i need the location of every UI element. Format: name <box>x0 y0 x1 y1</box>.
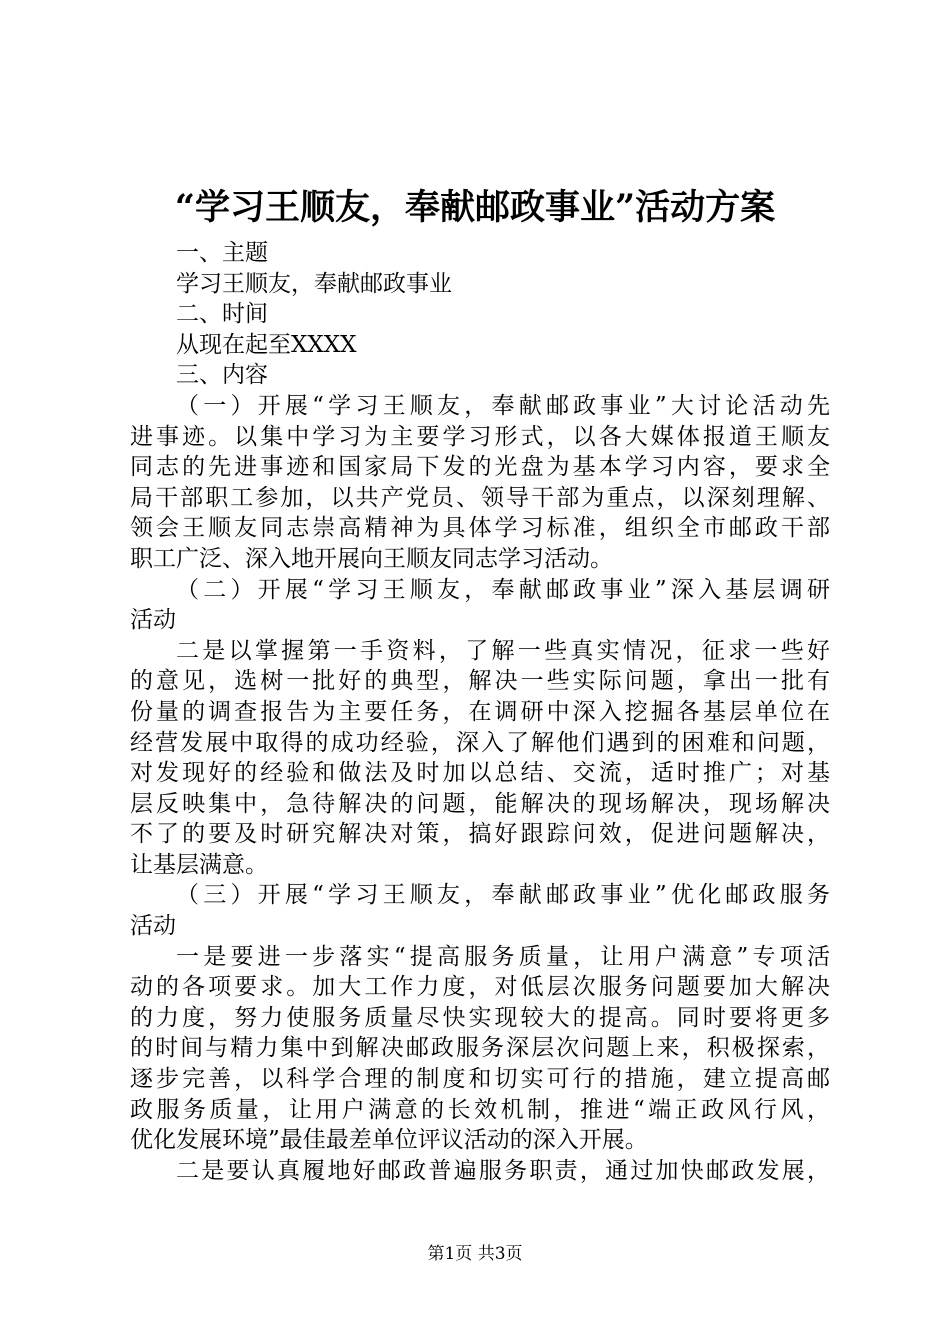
body-line: 动的各项要求。加大工作力度，对低层次服务问题要加大解决 <box>130 974 830 1001</box>
body-line: 二是要认真履地好邮政普遍服务职责，通过加快邮政发展， <box>176 1157 830 1184</box>
body-line: 职工广泛、深入地开展向王顺友同志学习活动。 <box>130 545 613 572</box>
body-line: 的力度，努力使服务质量尽快实现较大的提高。同时要将更多 <box>130 1004 830 1031</box>
body-line: 不了的要及时研究解决对策，搞好跟踪问效，促进问题解决， <box>130 821 830 848</box>
body-line: 领会王顺友同志崇高精神为具体学习标准，组织全市邮政干部 <box>130 515 830 542</box>
document-body <box>130 238 830 1186</box>
body-line: 对发现好的经验和做法及时加以总结、交流，适时推广；对基 <box>130 760 830 787</box>
body-line: （三）开展“学习王顺友，奉献邮政事业”优化邮政服务 <box>176 882 830 909</box>
body-line: 经营发展中取得的成功经验，深入了解他们遇到的困难和问题， <box>130 729 830 756</box>
body-line: 让基层满意。 <box>130 851 268 878</box>
body-line: 同志的先进事迹和国家局下发的光盘为基本学习内容，要求全 <box>130 454 830 481</box>
body-line: 活动 <box>130 607 176 634</box>
body-line: 二、时间 <box>176 301 268 328</box>
body-line: 层反映集中，急待解决的问题，能解决的现场解决，现场解决 <box>130 790 830 817</box>
body-line: 份量的调查报告为主要任务，在调研中深入挖掘各基层单位在 <box>130 698 830 725</box>
body-line: 逐步完善，以科学合理的制度和切实可行的措施，建立提高邮 <box>130 1066 830 1093</box>
body-line: 的意见，选树一批好的典型，解决一些实际问题，拿出一批有 <box>130 668 830 695</box>
body-line: 三、内容 <box>176 362 268 389</box>
body-line: 优化发展环境”最佳最差单位评议活动的深入开展。 <box>130 1127 648 1154</box>
body-line: 局干部职工参加，以共产党员、领导干部为重点，以深刻理解、 <box>130 484 830 511</box>
body-line: 一、主题 <box>176 240 268 266</box>
body-line: 从现在起至XXXX <box>176 331 357 358</box>
body-line: 政服务质量，让用户满意的长效机制，推进“端正政风行风， <box>130 1096 830 1123</box>
body-line: 学习王顺友，奉献邮政事业 <box>176 270 452 297</box>
page-footer: 第1页 共3页 <box>427 1244 523 1264</box>
body-line: 一是要进一步落实“提高服务质量，让用户满意”专项活 <box>176 943 830 970</box>
body-line: （二）开展“学习王顺友，奉献邮政事业”深入基层调研 <box>176 576 830 603</box>
body-line: 的时间与精力集中到解决邮政服务深层次问题上来，积极探索， <box>130 1035 830 1062</box>
document-title: “学习王顺友，奉献邮政事业”活动方案 <box>174 187 776 228</box>
body-line: 活动 <box>130 913 176 940</box>
body-line: 进事迹。以集中学习为主要学习形式，以各大媒体报道王顺友 <box>130 423 830 450</box>
body-line: （一）开展“学习王顺友，奉献邮政事业”大讨论活动先 <box>176 392 830 419</box>
body-line: 二是以掌握第一手资料，了解一些真实情况，征求一些好 <box>176 637 830 664</box>
